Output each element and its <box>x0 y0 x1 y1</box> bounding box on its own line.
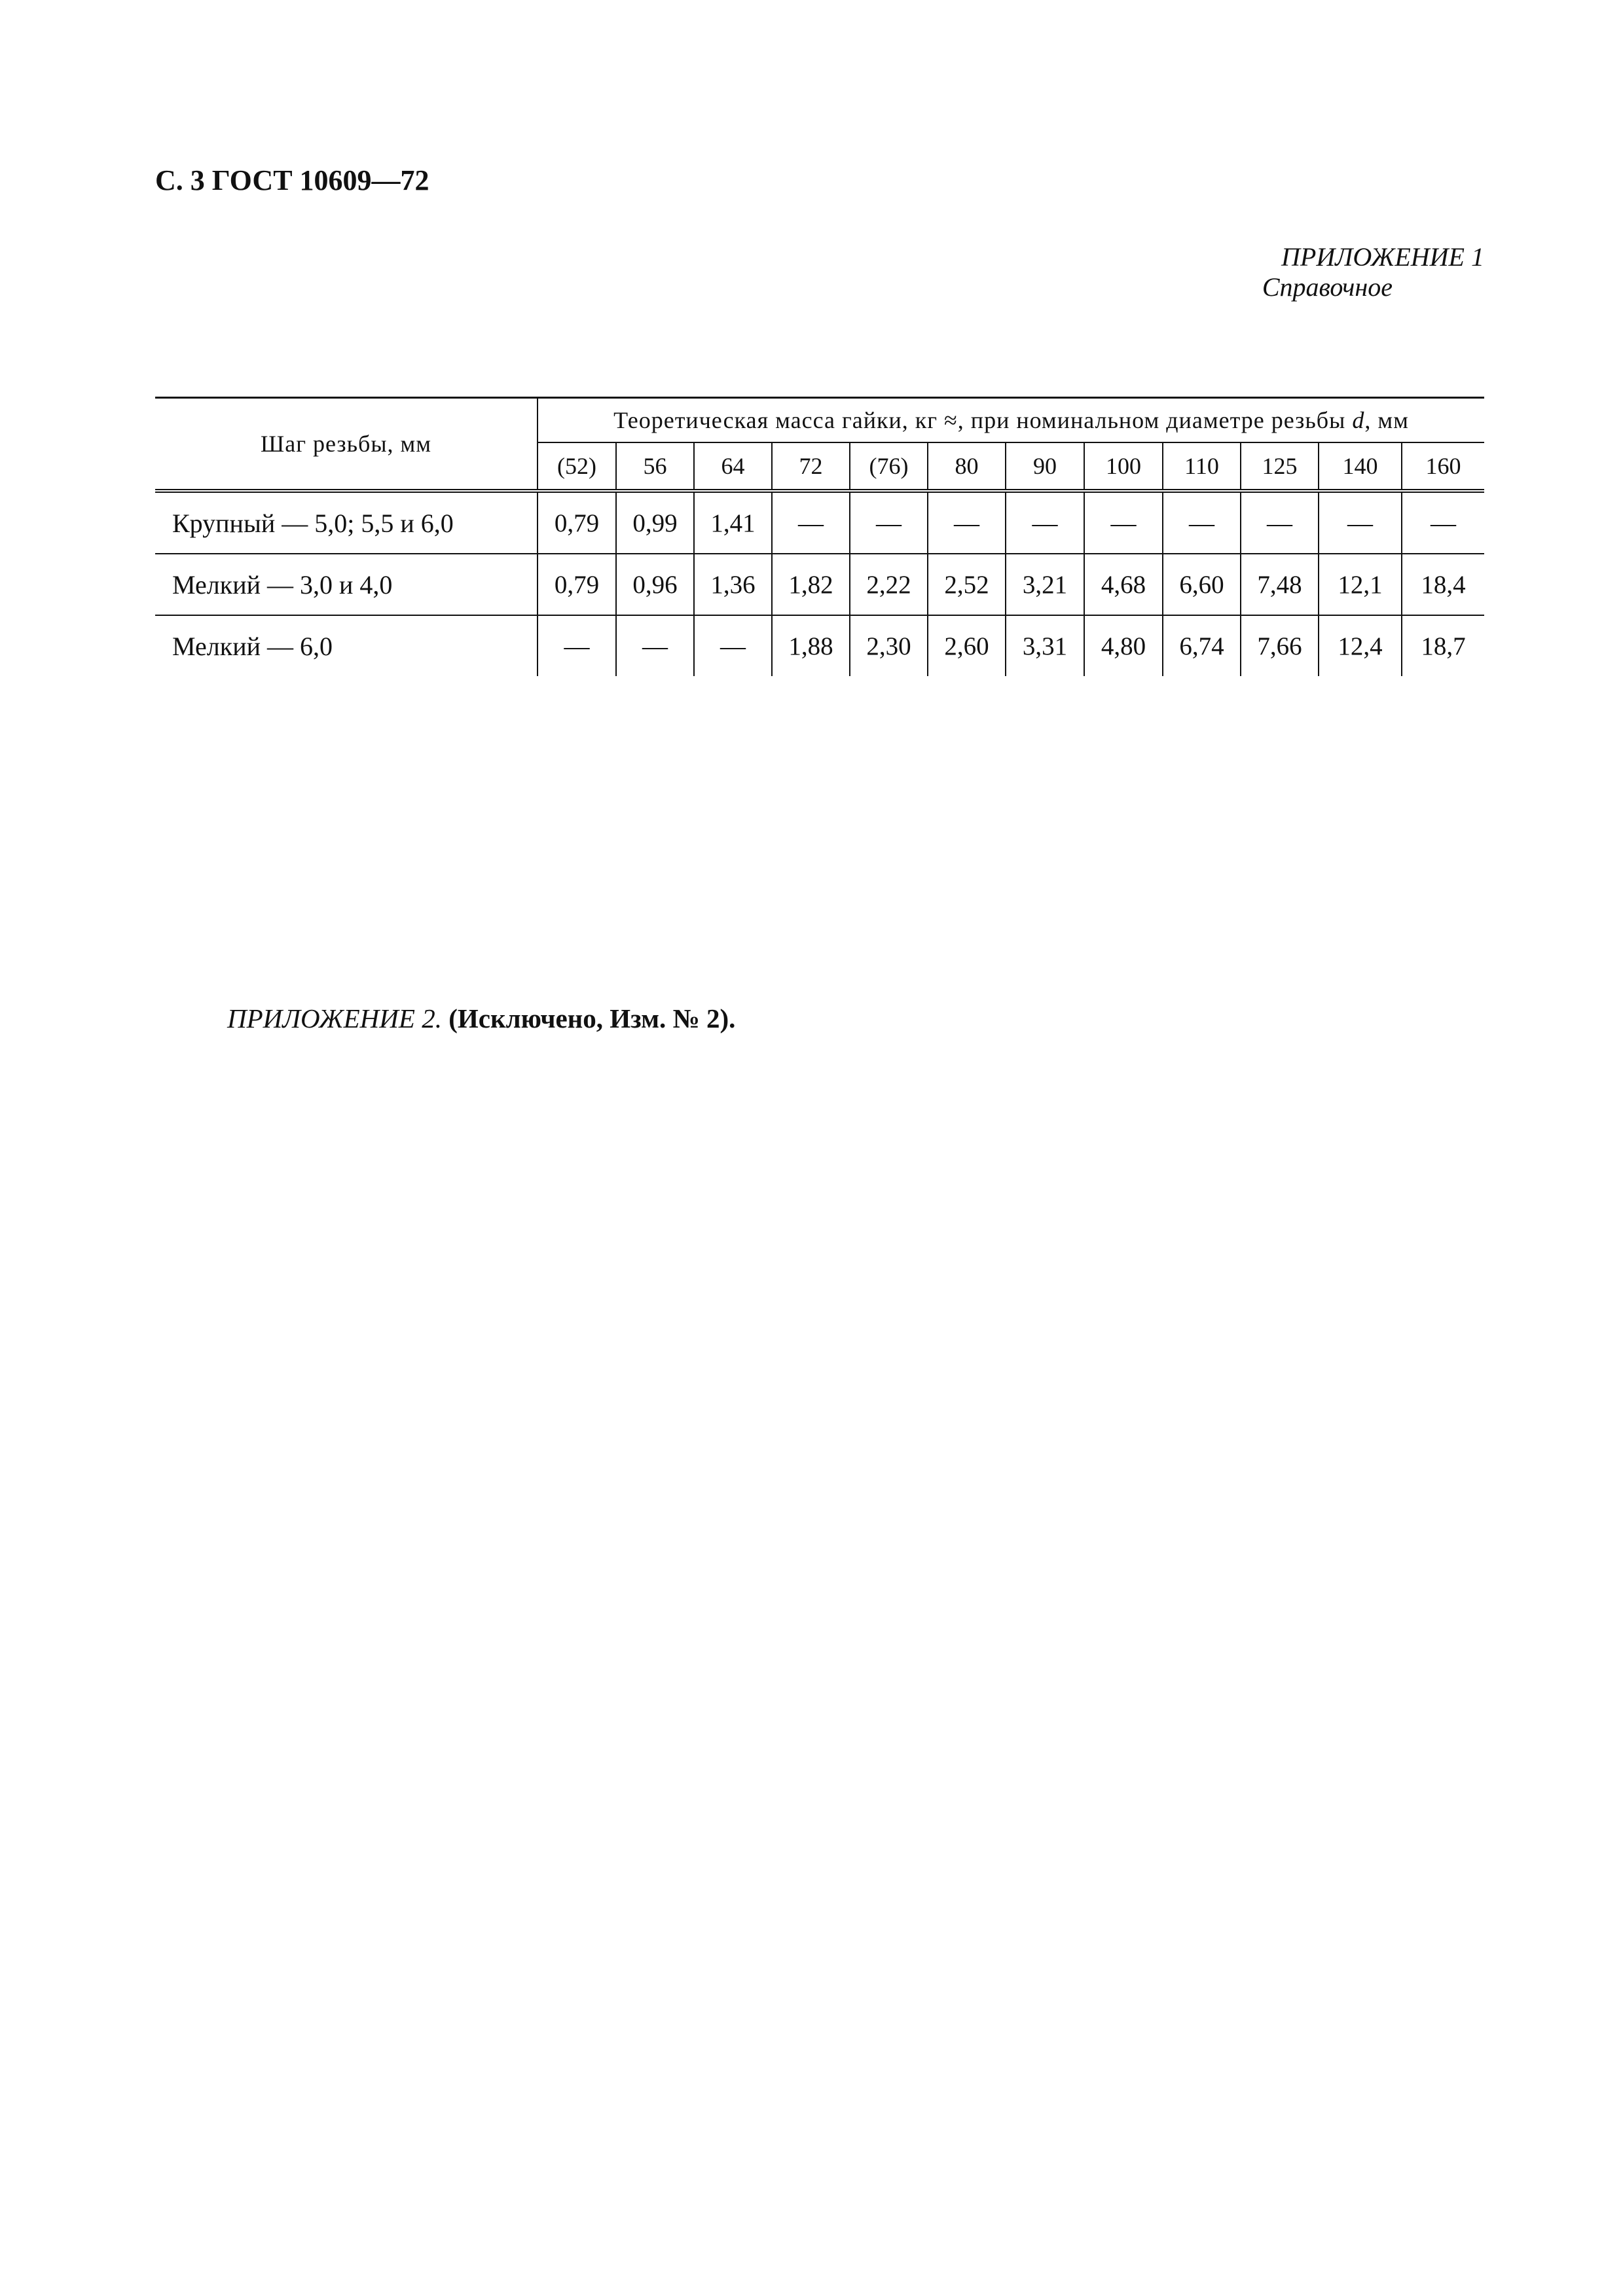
table-cell: 6,60 <box>1163 554 1241 615</box>
table-row <box>155 615 1484 676</box>
table-cell: — <box>772 491 850 554</box>
column-header: 110 <box>1163 442 1241 491</box>
appendix-1-heading <box>1262 242 1484 302</box>
table-row <box>155 491 1484 554</box>
table-cell: 2,60 <box>928 615 1006 676</box>
column-header: 140 <box>1319 442 1402 491</box>
row-label: Крупный — 5,0; 5,5 и 6,0 <box>155 491 538 554</box>
table-cell: 1,41 <box>694 491 772 554</box>
table-cell: 18,4 <box>1402 554 1484 615</box>
table-cell: — <box>850 491 928 554</box>
table-row <box>155 554 1484 615</box>
group-header-text: Теоретическая масса гайки, кг ≈, при номинальном диаметре резьбы d, мм <box>613 407 1409 433</box>
table-cell: 12,4 <box>1319 615 1402 676</box>
stub-header: Шаг резьбы, мм <box>155 398 538 492</box>
table-cell: 2,22 <box>850 554 928 615</box>
appendix-2-title: ПРИЛОЖЕНИЕ 2. <box>227 1003 442 1033</box>
table-cell: — <box>616 615 694 676</box>
column-header: 160 <box>1402 442 1484 491</box>
table-cell: — <box>1084 491 1163 554</box>
table-cell: 3,31 <box>1006 615 1084 676</box>
table-cell: 0,79 <box>538 491 616 554</box>
column-header: (76) <box>850 442 928 491</box>
table-cell: 7,48 <box>1241 554 1319 615</box>
table-cell: 0,79 <box>538 554 616 615</box>
table-body <box>155 491 1484 676</box>
table-cell: 6,74 <box>1163 615 1241 676</box>
table-cell: 12,1 <box>1319 554 1402 615</box>
column-header: 125 <box>1241 442 1319 491</box>
column-header: 100 <box>1084 442 1163 491</box>
page-title: С. 3 ГОСТ 10609—72 <box>155 164 429 196</box>
table-cell: — <box>1319 491 1402 554</box>
appendix-2-status: (Исключено, Изм. № 2). <box>448 1003 736 1033</box>
table-cell: 1,88 <box>772 615 850 676</box>
table-cell: 2,52 <box>928 554 1006 615</box>
table-cell: 4,68 <box>1084 554 1163 615</box>
appendix-1-subtitle: Справочное <box>1262 272 1393 302</box>
table-cell: 7,66 <box>1241 615 1319 676</box>
column-header: 72 <box>772 442 850 491</box>
column-header: 80 <box>928 442 1006 491</box>
table-cell: 4,80 <box>1084 615 1163 676</box>
table-cell: 2,30 <box>850 615 928 676</box>
table-cell: — <box>564 632 590 660</box>
column-header: (52) <box>538 442 616 491</box>
row-label: Мелкий — 3,0 и 4,0 <box>155 554 538 615</box>
column-header: 56 <box>616 442 694 491</box>
table-cell: — <box>1006 491 1084 554</box>
appendix-1-title: ПРИЛОЖЕНИЕ 1 <box>1281 242 1484 272</box>
column-header: 90 <box>1006 442 1084 491</box>
table-cell: — <box>1241 491 1319 554</box>
appendix-2-note <box>227 1003 735 1034</box>
row-label: Мелкий — 6,0 <box>155 615 538 676</box>
table-cell: 0,99 <box>616 491 694 554</box>
table-cell: 0,96 <box>616 554 694 615</box>
column-header: 64 <box>694 442 772 491</box>
table-cell: 1,36 <box>694 554 772 615</box>
table-cell: — <box>928 491 1006 554</box>
table-cell: 18,7 <box>1402 615 1484 676</box>
mass-table <box>155 397 1484 676</box>
table-cell: 1,82 <box>772 554 850 615</box>
table-cell: — <box>1163 491 1241 554</box>
table-cell: — <box>694 615 772 676</box>
table-cell: 3,21 <box>1006 554 1084 615</box>
group-header <box>538 398 1484 443</box>
table-cell: — <box>1402 491 1484 554</box>
